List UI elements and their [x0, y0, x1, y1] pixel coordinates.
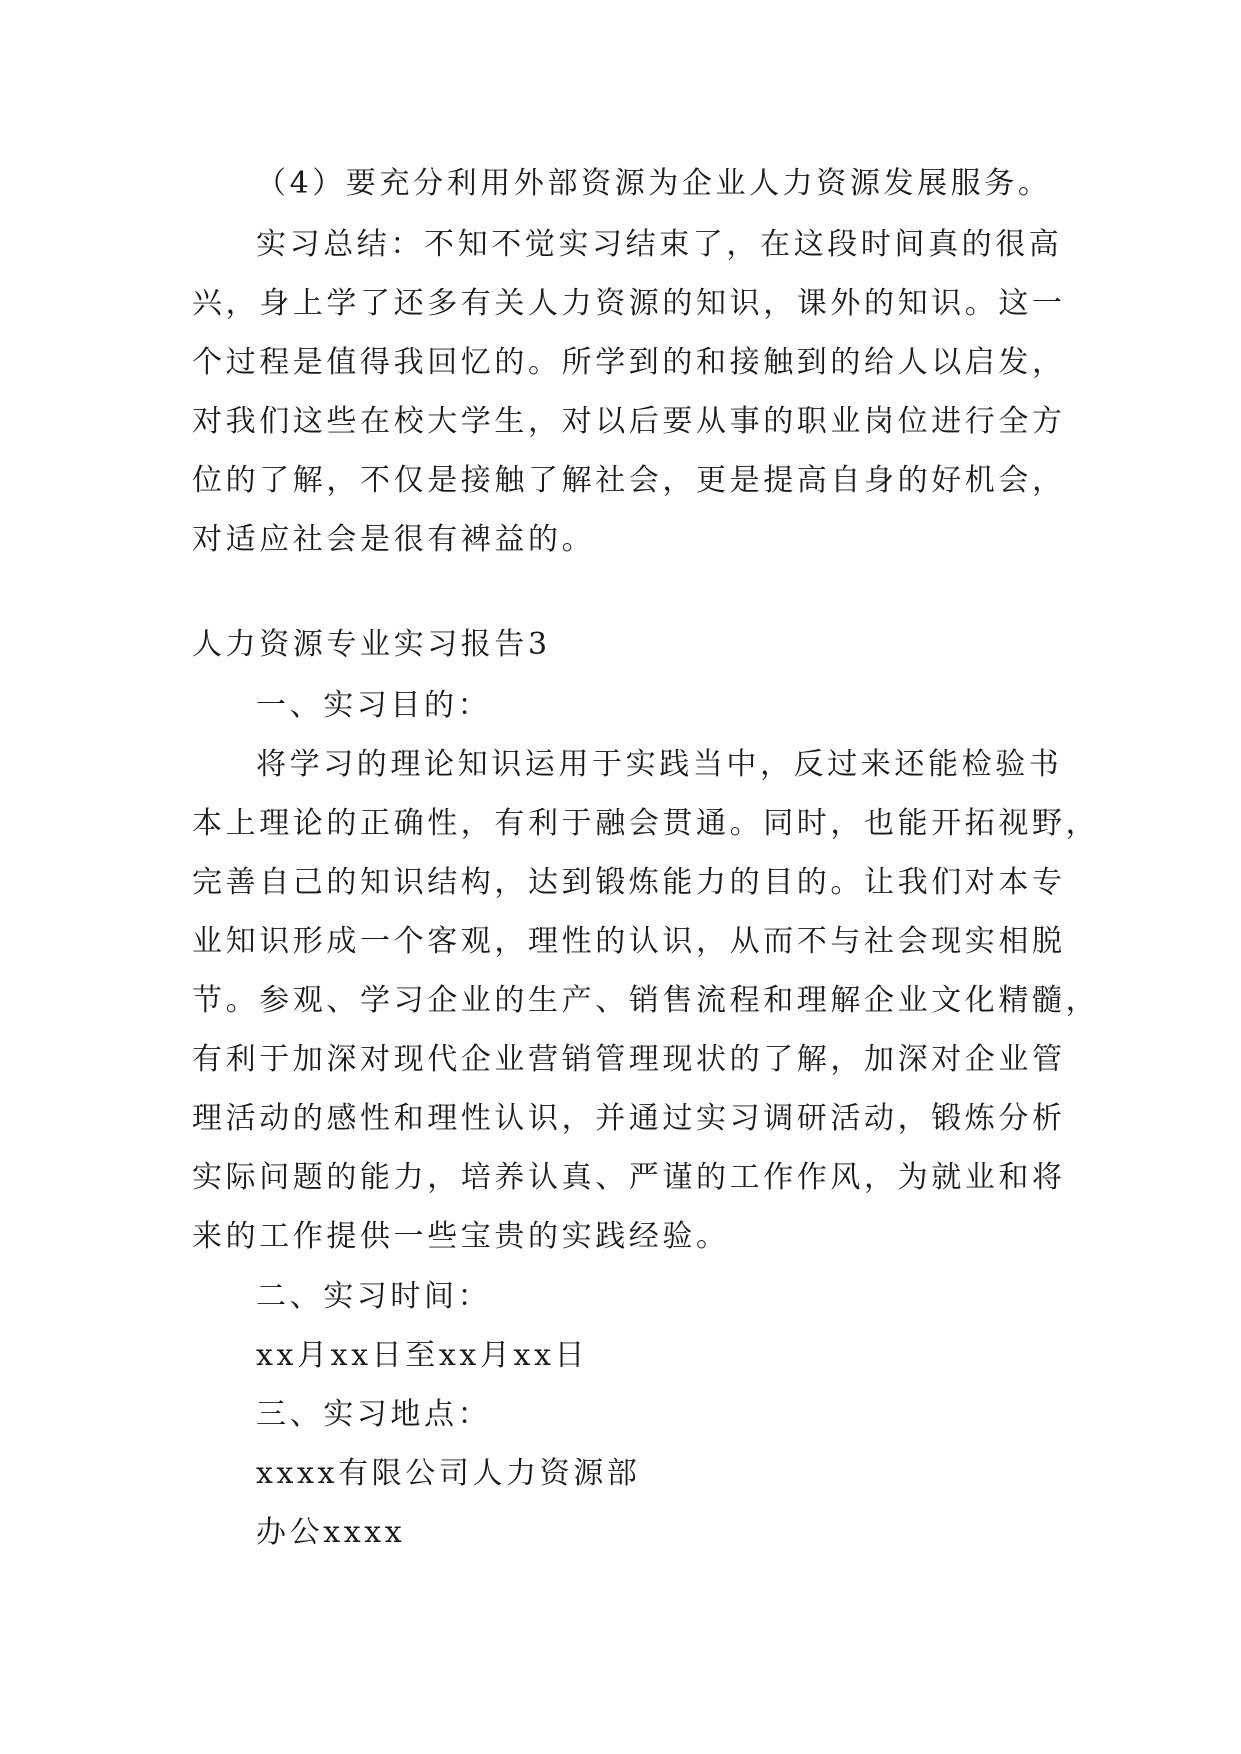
paragraph-line: 将学习的理论知识运用于实践当中，反过来还能检验书 [256, 747, 1063, 782]
paragraph-line: 理活动的感性和理性认识，并通过实习调研活动，锻炼分析 [192, 1101, 1066, 1136]
subsection-heading: 一、实习目的： [256, 688, 492, 723]
paragraph-line: 个过程是值得我回忆的。所学到的和接触到的给人以启发， [192, 345, 1066, 380]
paragraph-line: 实习总结：不知不觉实习结束了，在这段时间真的很高 [256, 227, 1063, 262]
paragraph-line: 本上理论的正确性，有利于融会贯通。同时，也能开拓视野， [192, 806, 1100, 841]
subsection-heading: 三、实习地点： [256, 1397, 492, 1432]
paragraph-line: 对适应社会是很有裨益的。 [192, 522, 596, 557]
paragraph-line: （4）要充分利用外部资源为企业人力资源发展服务。 [256, 166, 1052, 201]
subsection-heading: 二、实习时间： [256, 1279, 492, 1314]
section-heading: 人力资源专业实习报告3 [192, 627, 551, 662]
paragraph-line: 完善自己的知识结构，达到锻炼能力的目的。让我们对本专 [192, 865, 1066, 900]
date-range: xx月xx日至xx月xx日 [256, 1338, 589, 1373]
paragraph-line: 来的工作提供一些宝贵的实践经验。 [192, 1219, 730, 1254]
office-line: 办公xxxx [256, 1515, 406, 1550]
location-line: xxxx有限公司人力资源部 [256, 1456, 641, 1491]
paragraph-line: 位的了解，不仅是接触了解社会，更是提高自身的好机会， [192, 463, 1066, 498]
paragraph-line: 有利于加深对现代企业营销管理现状的了解，加深对企业管 [192, 1042, 1066, 1077]
paragraph-line: 业知识形成一个客观，理性的认识，从而不与社会现实相脱 [192, 924, 1066, 959]
paragraph-line: 实际问题的能力，培养认真、严谨的工作作风，为就业和将 [192, 1160, 1066, 1195]
paragraph-line: 兴，身上学了还多有关人力资源的知识，课外的知识。这一 [192, 286, 1066, 321]
paragraph-line: 对我们这些在校大学生，对以后要从事的职业岗位进行全方 [192, 404, 1066, 439]
paragraph-line: 节。参观、学习企业的生产、销售流程和理解企业文化精髓， [192, 983, 1100, 1018]
